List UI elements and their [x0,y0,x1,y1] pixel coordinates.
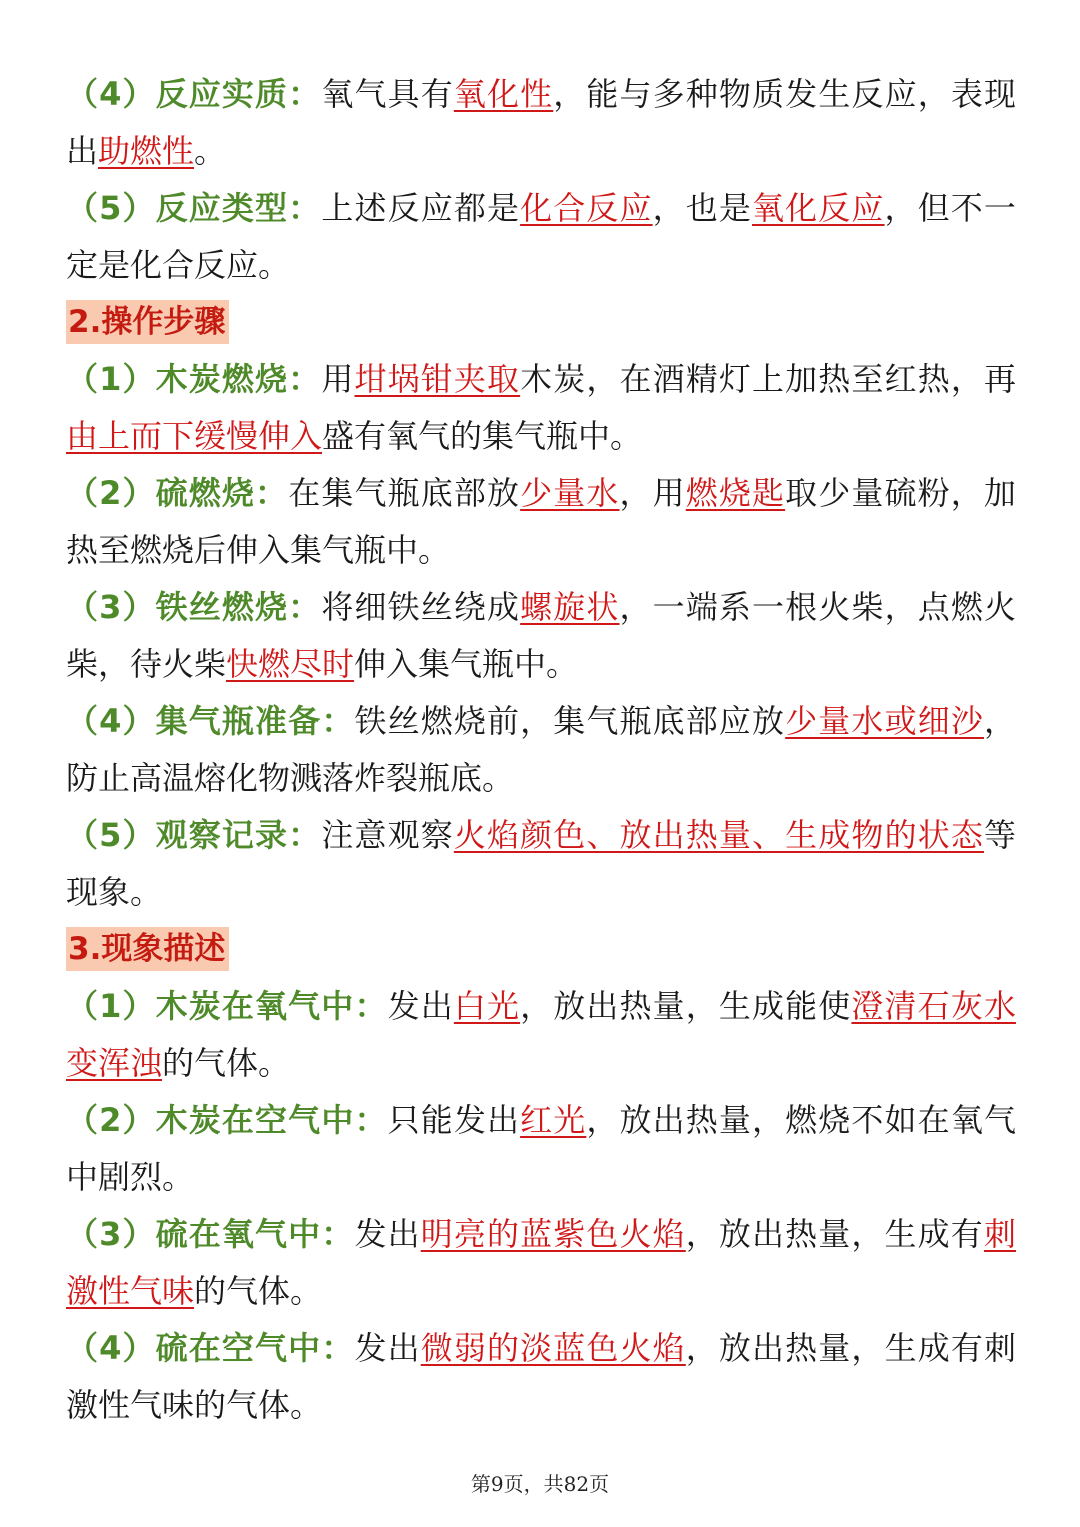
item-label: （4）反应实质： [66,75,322,113]
key-term: 化合反应 [520,189,653,227]
section-heading: 2.操作步骤 [66,300,229,344]
body-text: 上述反应都是 [321,189,521,227]
key-term: 明亮的蓝紫色火焰 [420,1215,686,1253]
paragraph [66,1092,1016,1206]
paragraph [66,978,1016,1092]
item-label: （3）铁丝燃烧： [66,588,322,626]
body-text: 等现象。 [66,816,1016,911]
body-text: 伸入集气瓶中。 [354,645,579,683]
item-label: （5）观察记录： [66,816,322,854]
item-label: （4）硫在空气中： [66,1329,355,1367]
body-text: ，一端系一根火柴，点燃火柴，待火柴 [66,588,1016,683]
key-term: 白光 [453,987,521,1025]
body-text: 用 [321,360,355,398]
body-text: 铁丝燃烧前，集气瓶底部应放 [354,702,786,740]
paragraph [66,1320,1016,1434]
key-term: 氧化性 [453,75,554,113]
key-term: 燃烧匙 [685,474,786,512]
body-text: 盛有氧气的集气瓶中。 [322,417,643,455]
body-text: 。 [194,132,227,170]
key-term: 刺激性气味 [66,1215,1016,1310]
paragraph-group-top [66,66,1016,294]
page-number: 第9页，共82页 [470,1472,610,1496]
body-text: ，放出热量，燃烧不如在氧气中剧烈。 [66,1101,1016,1196]
paragraph [66,693,1016,807]
key-term: 氧化反应 [752,189,885,227]
body-text: 发出 [354,1215,421,1253]
body-text: ，能与多种物质发生反应，表现出 [66,75,1016,170]
key-term: 少量水或细沙 [785,702,984,740]
paragraph [66,66,1016,180]
item-label: （2）木炭在空气中： [66,1101,388,1139]
item-label: （4）集气瓶准备： [66,702,355,740]
item-label: （2）硫燃烧： [66,474,289,512]
body-text: ，但不一定是化合反应。 [66,189,1016,284]
body-text: ，防止高温熔化物溅落炸裂瓶底。 [66,702,1016,797]
body-text: ，放出热量，生成有 [685,1215,984,1253]
key-term: 助燃性 [98,132,195,170]
body-text: 注意观察 [321,816,454,854]
body-text: 发出 [387,987,454,1025]
item-label: （1）木炭燃烧： [66,360,322,398]
section-2 [66,294,1016,351]
body-text: ，也是 [652,189,753,227]
body-text: 的气体。 [162,1044,291,1082]
key-term: 微弱的淡蓝色火焰 [420,1329,686,1367]
item-label: （5）反应类型： [66,189,322,227]
body-text: 在集气瓶底部放 [288,474,521,512]
paragraph-group-section-3 [66,978,1016,1434]
key-term: 少量水 [520,474,620,512]
paragraph [66,807,1016,921]
key-term: 快燃尽时 [226,645,355,683]
key-term: 由上而下缓慢伸入 [66,417,323,455]
key-term: 坩埚钳夹取 [354,360,521,398]
body-text: ，放出热量，生成能使 [520,987,852,1025]
section-heading: 3.现象描述 [66,927,229,971]
paragraph [66,351,1016,465]
body-text: 只能发出 [387,1101,521,1139]
body-text: ，放出热量，生成有刺激性气味的气体。 [66,1329,1016,1424]
section-3 [66,921,1016,978]
body-text: 发出 [354,1329,421,1367]
body-text: 氧气具有 [321,75,454,113]
key-term: 火焰颜色、放出热量、生成物的状态 [453,816,984,854]
paragraph-group-section-2 [66,351,1016,921]
paragraph [66,180,1016,294]
item-label: （1）木炭在氧气中： [66,987,388,1025]
paragraph [66,579,1016,693]
body-text: 的气体。 [194,1272,323,1310]
item-label: （3）硫在氧气中： [66,1215,355,1253]
key-term: 螺旋状 [520,588,620,626]
paragraph [66,465,1016,579]
key-term: 澄清石灰水变浑浊 [66,987,1016,1082]
body-text: 将细铁丝绕成 [321,588,521,626]
document-body [66,66,1016,1434]
body-text: 木炭，在酒精灯上加热至红热，再 [520,360,1016,398]
key-term: 红光 [520,1101,587,1139]
body-text: ，用 [619,474,686,512]
body-text: 取少量硫粉，加热至燃烧后伸入集气瓶中。 [66,474,1016,569]
paragraph [66,1206,1016,1320]
